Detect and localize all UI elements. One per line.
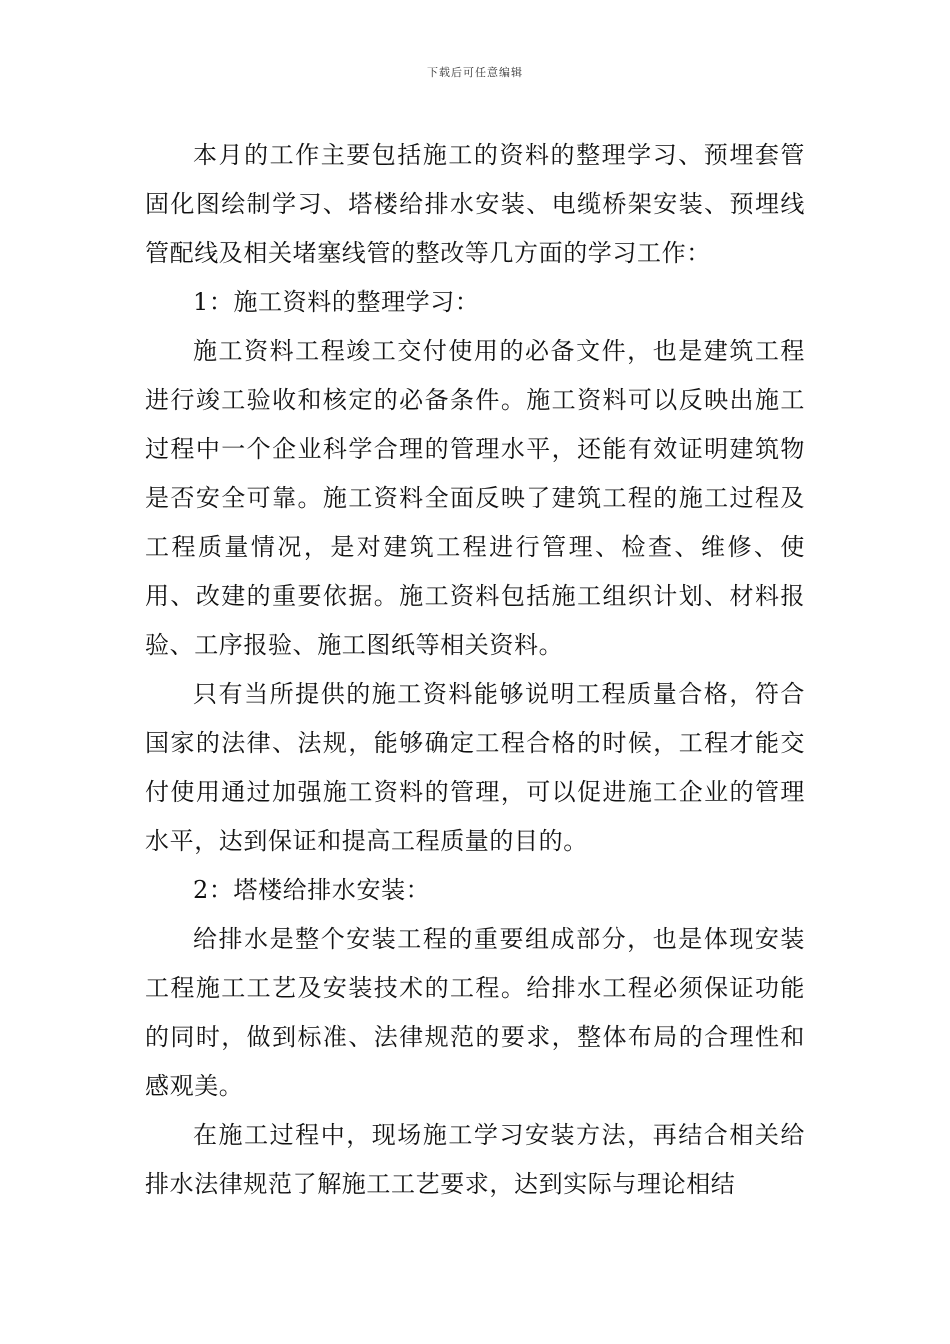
section-heading-1: 1：施工资料的整理学习： — [193, 288, 480, 316]
body-paragraph: 只有当所提供的施工资料能够说明工程质量合格，符合国家的法律、法规，能够确定工程合格的时候，工程才能交付使用通过加强施工资料的管理，可以促进施工企业的管理水平，达到保证和提高工程质量的目的。 — [145, 680, 805, 855]
document-body — [145, 131, 805, 1209]
body-paragraph: 施工资料工程竣工交付使用的必备文件，也是建筑工程进行竣工验收和核定的必备条件。施工资料可以反映出施工过程中一个企业科学合理的管理水平，还能有效证明建筑物是否安全可靠。施工资料全面反映了建筑工程的施工过程及工程质量情况，是对建筑工程进行管理、检查、维修、使用、改建的重要依据。施工资料包括施工组织计划、材料报验、工序报验、施工图纸等相关资料。 — [145, 337, 805, 659]
intro-paragraph: 本月的工作主要包括施工的资料的整理学习、预埋套管固化图绘制学习、塔楼给排水安装、电缆桥架安装、预埋线管配线及相关堵塞线管的整改等几方面的学习工作： — [145, 141, 805, 267]
page-header-note: 下载后可任意编辑 — [427, 66, 523, 79]
section-heading-2: 2：塔楼给排水安装： — [193, 876, 431, 904]
body-paragraph: 给排水是整个安装工程的重要组成部分，也是体现安装工程施工工艺及安装技术的工程。给排水工程必须保证功能的同时，做到标准、法律规范的要求，整体布局的合理性和感观美。 — [145, 925, 805, 1100]
body-paragraph: 在施工过程中，现场施工学习安装方法，再结合相关给排水法律规范了解施工工艺要求，达到实际与理论相结 — [145, 1121, 805, 1198]
